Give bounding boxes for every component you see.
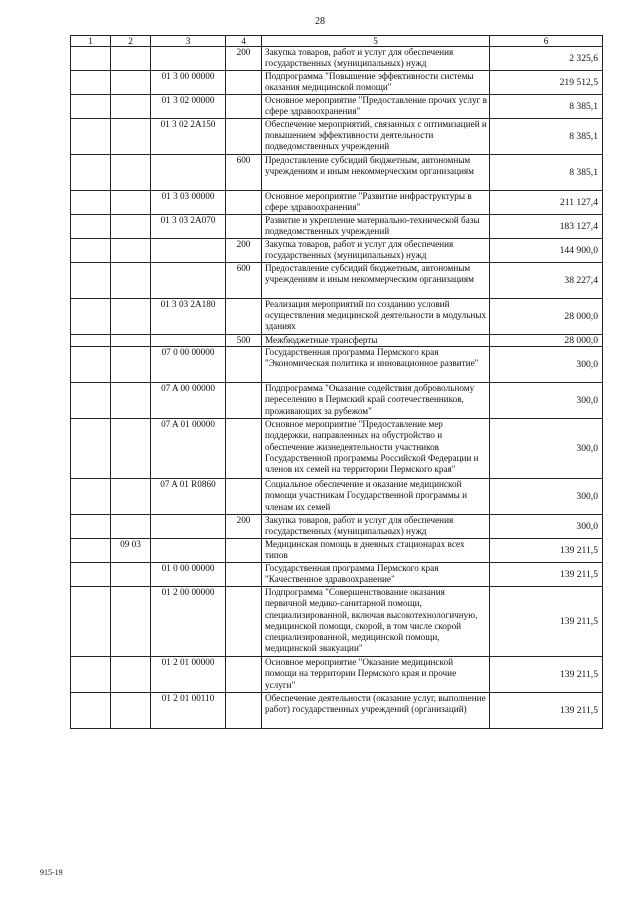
cell-amount: 8 385,1 bbox=[490, 155, 603, 191]
cell-section bbox=[71, 47, 111, 71]
cell-name: Основное мероприятие "Предоставление прочих услуг в сфере здравоохранения" bbox=[262, 95, 490, 119]
cell-target-article bbox=[151, 155, 226, 191]
cell-subsection: 09 03 bbox=[111, 539, 151, 563]
cell-name: Предоставление субсидий бюджетным, автономным учреждениям и иным некоммерческим организациям bbox=[262, 263, 490, 299]
cell-target-article bbox=[151, 263, 226, 299]
table-row bbox=[71, 119, 603, 155]
cell-target-article: 07 0 00 00000 bbox=[151, 347, 226, 383]
column-header-1: 1 bbox=[71, 36, 111, 47]
cell-amount: 300,0 bbox=[490, 515, 603, 539]
cell-name: Развитие и укрепление материально-технической базы подведомственных учреждений bbox=[262, 215, 490, 239]
cell-subsection bbox=[111, 95, 151, 119]
cell-name: Подпрограмма "Оказание содействия добровольному переселению в Пермский край соотечественников, проживающих за рубежом" bbox=[262, 383, 490, 419]
column-header-4: 4 bbox=[226, 36, 262, 47]
cell-target-article: 01 0 00 00000 bbox=[151, 563, 226, 587]
cell-amount: 38 227,4 bbox=[490, 263, 603, 299]
cell-subsection bbox=[111, 587, 151, 657]
table-row bbox=[71, 587, 603, 657]
cell-amount: 28 000,0 bbox=[490, 335, 603, 347]
cell-subsection bbox=[111, 119, 151, 155]
cell-section bbox=[71, 71, 111, 95]
cell-amount: 300,0 bbox=[490, 383, 603, 419]
cell-name: Реализация мероприятий по созданию условий осуществления медицинской деятельности в модульных зданиях bbox=[262, 299, 490, 335]
cell-expense-type bbox=[226, 347, 262, 383]
table-row bbox=[71, 383, 603, 419]
cell-expense-type bbox=[226, 191, 262, 215]
cell-section bbox=[71, 347, 111, 383]
cell-name: Социальное обеспечение и оказание медицинской помощи участникам Государственной программы и членам их семей bbox=[262, 479, 490, 515]
cell-expense-type bbox=[226, 383, 262, 419]
cell-name: Закупка товаров, работ и услуг для обеспечения государственных (муниципальных) нужд bbox=[262, 515, 490, 539]
cell-name: Предоставление субсидий бюджетным, автономным учреждениям и иным некоммерческим организациям bbox=[262, 155, 490, 191]
table-row bbox=[71, 347, 603, 383]
cell-target-article: 07 A 01 00000 bbox=[151, 419, 226, 479]
cell-expense-type bbox=[226, 95, 262, 119]
cell-subsection bbox=[111, 47, 151, 71]
cell-section bbox=[71, 563, 111, 587]
cell-amount: 300,0 bbox=[490, 479, 603, 515]
cell-expense-type bbox=[226, 539, 262, 563]
cell-section bbox=[71, 693, 111, 729]
cell-target-article: 07 A 01 R0860 bbox=[151, 479, 226, 515]
table-row bbox=[71, 155, 603, 191]
cell-subsection bbox=[111, 419, 151, 479]
cell-amount: 139 211,5 bbox=[490, 587, 603, 657]
cell-subsection bbox=[111, 515, 151, 539]
table-row bbox=[71, 299, 603, 335]
cell-expense-type bbox=[226, 479, 262, 515]
cell-subsection bbox=[111, 71, 151, 95]
cell-name: Закупка товаров, работ и услуг для обеспечения государственных (муниципальных) нужд bbox=[262, 239, 490, 263]
cell-subsection bbox=[111, 693, 151, 729]
cell-section bbox=[71, 335, 111, 347]
cell-name: Государственная программа Пермского края "Экономическая политика и инновационное развитие" bbox=[262, 347, 490, 383]
cell-amount: 2 325,6 bbox=[490, 47, 603, 71]
table-row bbox=[71, 47, 603, 71]
table-row bbox=[71, 191, 603, 215]
cell-amount: 139 211,5 bbox=[490, 693, 603, 729]
table-row bbox=[71, 479, 603, 515]
table-row bbox=[71, 693, 603, 729]
cell-expense-type bbox=[226, 215, 262, 239]
cell-name: Медицинская помощь в дневных стационарах всех типов bbox=[262, 539, 490, 563]
document-code: 915-19 bbox=[40, 868, 63, 877]
cell-name: Основное мероприятие "Развитие инфраструктуры в сфере здравоохранения" bbox=[262, 191, 490, 215]
cell-target-article bbox=[151, 47, 226, 71]
cell-name: Основное мероприятие "Оказание медицинской помощи на территории Пермского края и прочие услуги" bbox=[262, 657, 490, 693]
cell-section bbox=[71, 383, 111, 419]
table-row bbox=[71, 215, 603, 239]
cell-expense-type bbox=[226, 693, 262, 729]
cell-amount: 300,0 bbox=[490, 419, 603, 479]
cell-expense-type bbox=[226, 119, 262, 155]
cell-name: Подпрограмма "Повышение эффективности системы оказания медицинской помощи" bbox=[262, 71, 490, 95]
cell-amount: 139 211,5 bbox=[490, 657, 603, 693]
column-header-2: 2 bbox=[111, 36, 151, 47]
cell-section bbox=[71, 419, 111, 479]
table-row bbox=[71, 95, 603, 119]
cell-expense-type: 500 bbox=[226, 335, 262, 347]
cell-name: Межбюджетные трансферты bbox=[262, 335, 490, 347]
table-row bbox=[71, 335, 603, 347]
cell-subsection bbox=[111, 239, 151, 263]
cell-section bbox=[71, 539, 111, 563]
cell-target-article: 01 2 00 00000 bbox=[151, 587, 226, 657]
cell-section bbox=[71, 515, 111, 539]
cell-expense-type: 200 bbox=[226, 239, 262, 263]
cell-target-article: 01 3 03 2A180 bbox=[151, 299, 226, 335]
cell-section bbox=[71, 215, 111, 239]
cell-amount: 300,0 bbox=[490, 347, 603, 383]
cell-name: Закупка товаров, работ и услуг для обеспечения государственных (муниципальных) нужд bbox=[262, 47, 490, 71]
cell-subsection bbox=[111, 563, 151, 587]
cell-amount: 8 385,1 bbox=[490, 95, 603, 119]
cell-target-article bbox=[151, 239, 226, 263]
cell-target-article: 01 3 02 00000 bbox=[151, 95, 226, 119]
cell-target-article: 01 3 02 2A150 bbox=[151, 119, 226, 155]
cell-target-article: 01 3 00 00000 bbox=[151, 71, 226, 95]
cell-amount: 139 211,5 bbox=[490, 539, 603, 563]
cell-amount: 8 385,1 bbox=[490, 119, 603, 155]
table-row bbox=[71, 419, 603, 479]
cell-name: Государственная программа Пермского края "Качественное здравоохранение" bbox=[262, 563, 490, 587]
cell-subsection bbox=[111, 215, 151, 239]
cell-name: Основное мероприятие "Предоставление мер поддержки, направленных на обустройство и обеспечение жизнедеятельности участников Государственной программы Российской Федерации и членов их семей на территории Пермского края" bbox=[262, 419, 490, 479]
cell-expense-type bbox=[226, 419, 262, 479]
cell-section bbox=[71, 155, 111, 191]
cell-expense-type bbox=[226, 587, 262, 657]
cell-subsection bbox=[111, 299, 151, 335]
cell-section bbox=[71, 263, 111, 299]
table-row bbox=[71, 539, 603, 563]
cell-amount: 219 512,5 bbox=[490, 71, 603, 95]
cell-section bbox=[71, 239, 111, 263]
cell-amount: 144 900,0 bbox=[490, 239, 603, 263]
table-row bbox=[71, 515, 603, 539]
cell-expense-type bbox=[226, 71, 262, 95]
cell-expense-type: 600 bbox=[226, 155, 262, 191]
cell-section bbox=[71, 191, 111, 215]
cell-subsection bbox=[111, 657, 151, 693]
cell-amount: 211 127,4 bbox=[490, 191, 603, 215]
cell-section bbox=[71, 657, 111, 693]
table-body bbox=[71, 47, 603, 729]
cell-target-article: 01 2 01 00110 bbox=[151, 693, 226, 729]
cell-target-article bbox=[151, 539, 226, 563]
budget-table bbox=[70, 35, 603, 729]
cell-expense-type bbox=[226, 563, 262, 587]
column-header-6: 6 bbox=[490, 36, 603, 47]
cell-expense-type: 200 bbox=[226, 47, 262, 71]
table-row bbox=[71, 263, 603, 299]
cell-section bbox=[71, 119, 111, 155]
cell-target-article bbox=[151, 335, 226, 347]
table-header-row bbox=[71, 36, 603, 47]
cell-subsection bbox=[111, 383, 151, 419]
cell-section bbox=[71, 299, 111, 335]
cell-subsection bbox=[111, 155, 151, 191]
cell-expense-type: 600 bbox=[226, 263, 262, 299]
column-header-5: 5 bbox=[262, 36, 490, 47]
cell-subsection bbox=[111, 263, 151, 299]
cell-section bbox=[71, 479, 111, 515]
cell-amount: 183 127,4 bbox=[490, 215, 603, 239]
cell-amount: 139 211,5 bbox=[490, 563, 603, 587]
cell-name: Подпрограмма "Совершенствование оказания первичной медико-санитарной помощи, специализированной, включая высокотехнологичную, медицинской помощи, скорой, в том числе скорой специализированной, медицинской помощи, медицинской эвакуации" bbox=[262, 587, 490, 657]
cell-target-article: 07 A 00 00000 bbox=[151, 383, 226, 419]
table-row bbox=[71, 239, 603, 263]
cell-section bbox=[71, 587, 111, 657]
cell-subsection bbox=[111, 479, 151, 515]
cell-name: Обеспечение мероприятий, связанных с оптимизацией и повышением эффективности деятельности подведомственных учреждений bbox=[262, 119, 490, 155]
cell-target-article: 01 3 03 2A070 bbox=[151, 215, 226, 239]
cell-expense-type bbox=[226, 657, 262, 693]
page-number: 28 bbox=[315, 16, 325, 27]
table-row bbox=[71, 563, 603, 587]
cell-target-article: 01 2 01 00000 bbox=[151, 657, 226, 693]
cell-amount: 28 000,0 bbox=[490, 299, 603, 335]
table-row bbox=[71, 71, 603, 95]
cell-expense-type bbox=[226, 299, 262, 335]
cell-section bbox=[71, 95, 111, 119]
cell-subsection bbox=[111, 335, 151, 347]
column-header-3: 3 bbox=[151, 36, 226, 47]
cell-target-article: 01 3 03 00000 bbox=[151, 191, 226, 215]
cell-subsection bbox=[111, 191, 151, 215]
cell-name: Обеспечение деятельности (оказание услуг, выполнение работ) государственных учреждений (организаций) bbox=[262, 693, 490, 729]
table-row bbox=[71, 657, 603, 693]
cell-target-article bbox=[151, 515, 226, 539]
cell-expense-type: 200 bbox=[226, 515, 262, 539]
cell-subsection bbox=[111, 347, 151, 383]
